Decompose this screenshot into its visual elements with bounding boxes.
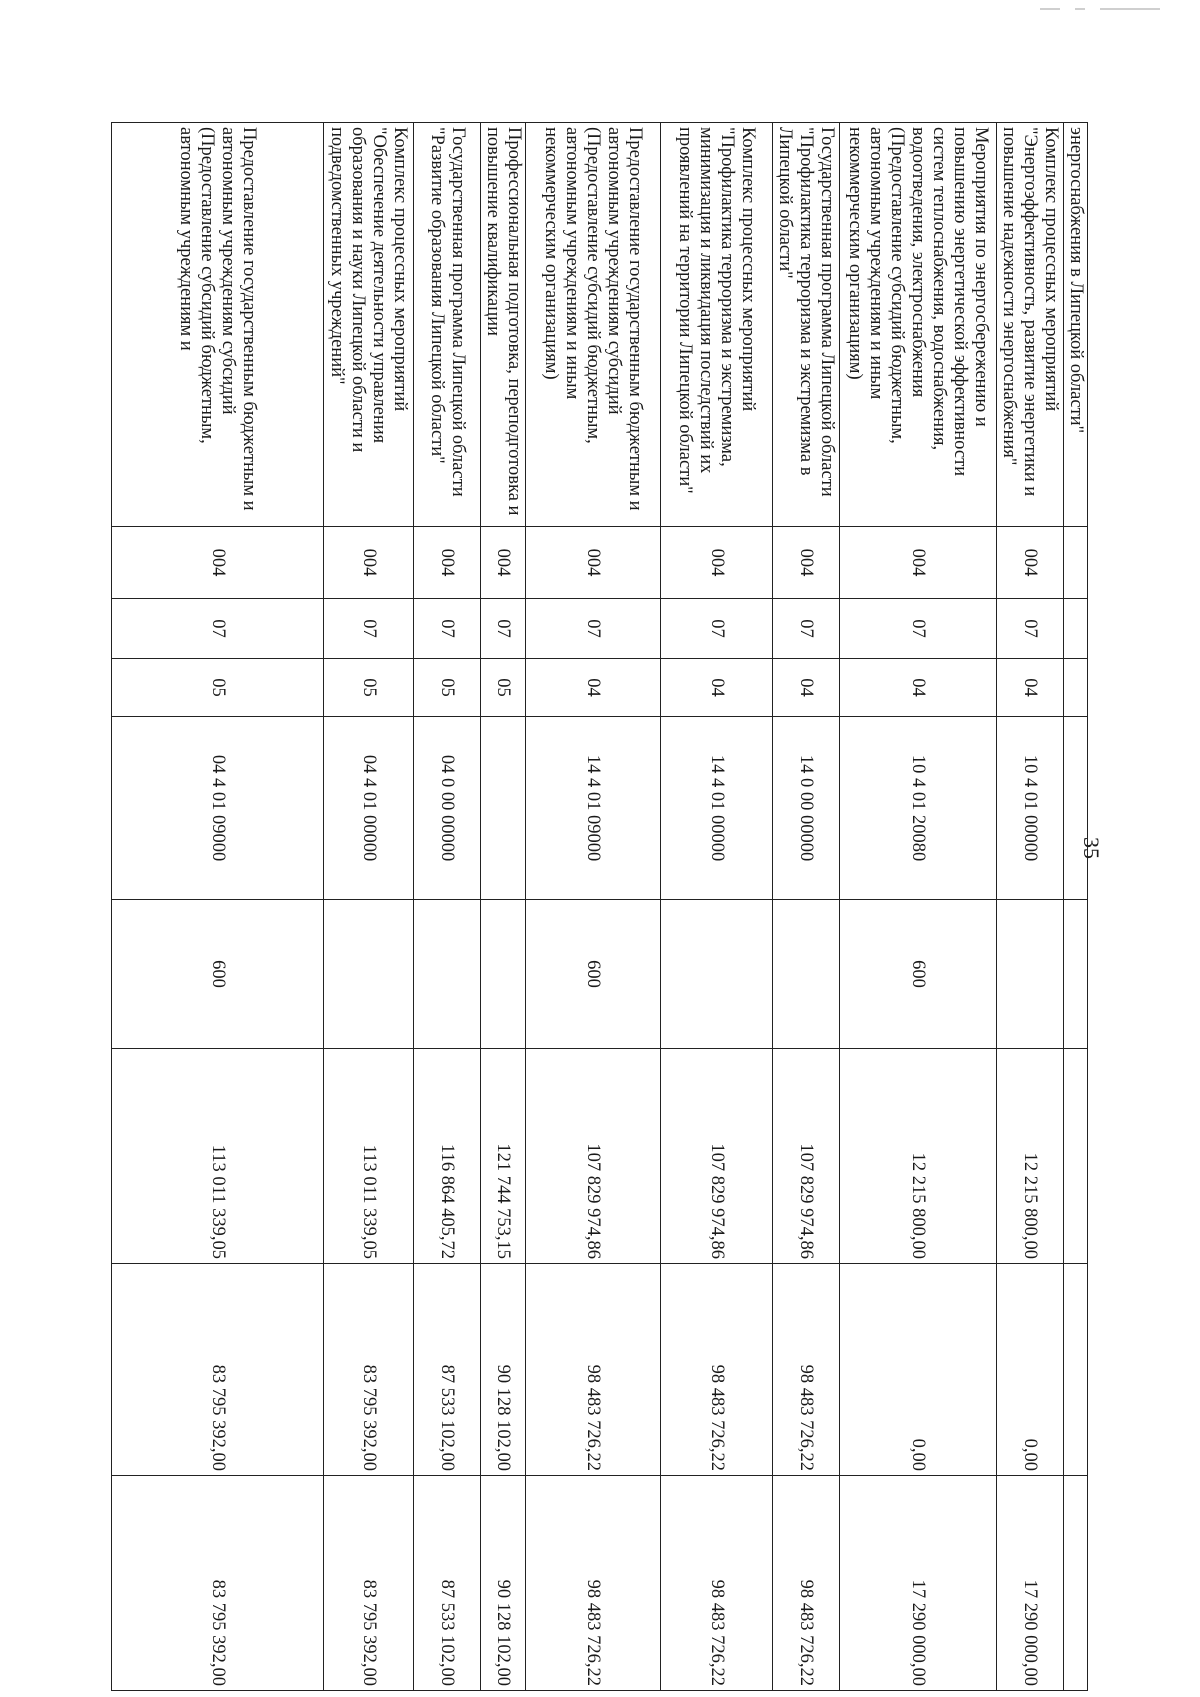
row-expense-type: 600 xyxy=(526,900,661,1049)
row-admin-code: 004 xyxy=(997,527,1064,599)
row-section-code xyxy=(1064,599,1088,659)
row-target-code: 04 4 01 00000 xyxy=(324,717,414,900)
row-section-code: 07 xyxy=(773,599,840,659)
row-target-code xyxy=(481,717,526,900)
row-target-code: 14 4 01 09000 xyxy=(526,717,661,900)
row-sum-2024: 0,00 xyxy=(997,1264,1064,1476)
row-name: Мероприятия по энергосбережению и повышению энергетической эффективности систем теплоснабжения, водоснабжения, водоотведения, электроснабжения (Предоставление субсидий бюджетным, автономным учреждениям и иным некоммерческим организациям) xyxy=(840,123,997,527)
row-section-code: 07 xyxy=(112,599,324,659)
row-sum-2025: 87 533 102,00 xyxy=(414,1476,481,1691)
row-sum-2023: 113 011 339,05 xyxy=(324,1049,414,1264)
row-subsection-code: 04 xyxy=(840,659,997,717)
row-sum-2025: 98 483 726,22 xyxy=(773,1476,840,1691)
row-name: Профессиональная подготовка, переподготовка и повышение квалификации xyxy=(481,123,526,527)
row-sum-2023: 107 829 974,86 xyxy=(661,1049,773,1264)
row-subsection-code: 04 xyxy=(661,659,773,717)
row-sum-2023: 107 829 974,86 xyxy=(773,1049,840,1264)
row-sum-2025: 83 795 392,00 xyxy=(324,1476,414,1691)
table-row xyxy=(324,123,414,1691)
row-section-code: 07 xyxy=(414,599,481,659)
table-row xyxy=(661,123,773,1691)
row-admin-code xyxy=(1064,527,1088,599)
row-target-code: 04 0 00 00000 xyxy=(414,717,481,900)
row-admin-code: 004 xyxy=(840,527,997,599)
row-target-code: 14 0 00 00000 xyxy=(773,717,840,900)
row-name: Предоставление государственным бюджетным и автономным учреждениям субсидий (Предоставление субсидий бюджетным, автономным учреждениям и xyxy=(112,123,324,527)
row-subsection-code: 04 xyxy=(526,659,661,717)
row-section-code: 07 xyxy=(997,599,1064,659)
row-expense-type: 600 xyxy=(840,900,997,1049)
row-sum-2023: 107 829 974,86 xyxy=(526,1049,661,1264)
row-name: Комплекс процессных мероприятий "Энергоэффективность, развитие энергетики и повышение надежности энергоснабжения" xyxy=(997,123,1064,527)
row-expense-type: 600 xyxy=(112,900,324,1049)
row-name: Государственная программа Липецкой области "Профилактика терроризма и экстремизма в Липецкой области" xyxy=(773,123,840,527)
row-admin-code: 004 xyxy=(773,527,840,599)
row-sum-2025: 17 290 000,00 xyxy=(840,1476,997,1691)
row-sum-2025: 98 483 726,22 xyxy=(661,1476,773,1691)
table-row xyxy=(481,123,526,1691)
table-row xyxy=(840,123,997,1691)
row-sum-2024: 83 795 392,00 xyxy=(112,1264,324,1476)
row-sum-2025: 98 483 726,22 xyxy=(526,1476,661,1691)
table-row xyxy=(1064,123,1088,1691)
row-admin-code: 004 xyxy=(414,527,481,599)
row-section-code: 07 xyxy=(324,599,414,659)
row-admin-code: 004 xyxy=(112,527,324,599)
row-expense-type xyxy=(997,900,1064,1049)
row-sum-2023: 12 215 800,00 xyxy=(840,1049,997,1264)
row-subsection-code: 05 xyxy=(324,659,414,717)
row-sum-2023 xyxy=(1064,1049,1088,1264)
row-section-code: 07 xyxy=(661,599,773,659)
table-row xyxy=(414,123,481,1691)
page-number: 35 xyxy=(1079,837,1104,859)
scan-mark xyxy=(1100,8,1160,10)
table-row xyxy=(526,123,661,1691)
scan-mark xyxy=(1040,8,1060,10)
row-admin-code: 004 xyxy=(324,527,414,599)
row-target-code xyxy=(1064,717,1088,900)
row-sum-2024: 90 128 102,00 xyxy=(481,1264,526,1476)
row-section-code: 07 xyxy=(481,599,526,659)
row-sum-2024: 98 483 726,22 xyxy=(773,1264,840,1476)
row-target-code: 14 4 01 00000 xyxy=(661,717,773,900)
row-sum-2024: 98 483 726,22 xyxy=(661,1264,773,1476)
row-expense-type xyxy=(324,900,414,1049)
row-section-code: 07 xyxy=(840,599,997,659)
row-sum-2025 xyxy=(1064,1476,1088,1691)
row-subsection-code: 05 xyxy=(414,659,481,717)
table-row xyxy=(997,123,1064,1691)
row-target-code: 04 4 01 09000 xyxy=(112,717,324,900)
row-sum-2025: 90 128 102,00 xyxy=(481,1476,526,1691)
row-name: Государственная программа Липецкой области "Развитие образования Липецкой области" xyxy=(414,123,481,527)
row-subsection-code: 04 xyxy=(997,659,1064,717)
row-section-code: 07 xyxy=(526,599,661,659)
row-name: Комплекс процессных мероприятий "Обеспечение деятельности управления образования и науки Липецкой области и подведомственных учреждений" xyxy=(324,123,414,527)
scan-mark xyxy=(1075,8,1085,10)
table-row xyxy=(773,123,840,1691)
row-subsection-code: 05 xyxy=(481,659,526,717)
row-sum-2024 xyxy=(1064,1264,1088,1476)
row-expense-type xyxy=(414,900,481,1049)
row-admin-code: 004 xyxy=(661,527,773,599)
row-admin-code: 004 xyxy=(481,527,526,599)
table-row xyxy=(112,123,324,1691)
row-sum-2023: 116 864 405,72 xyxy=(414,1049,481,1264)
row-subsection-code: 05 xyxy=(112,659,324,717)
row-expense-type xyxy=(773,900,840,1049)
row-subsection-code: 04 xyxy=(773,659,840,717)
row-target-code: 10 4 01 20080 xyxy=(840,717,997,900)
row-sum-2023: 12 215 800,00 xyxy=(997,1049,1064,1264)
row-name: Комплекс процессных мероприятий "Профилактика терроризма и экстремизма, минимизация и ликвидация последствий их проявлений на территории Липецкой области" xyxy=(661,123,773,527)
row-sum-2024: 98 483 726,22 xyxy=(526,1264,661,1476)
row-sum-2025: 83 795 392,00 xyxy=(112,1476,324,1691)
row-name: Предоставление государственным бюджетным и автономным учреждениям субсидий (Предоставление субсидий бюджетным, автономным учреждениям и иным некоммерческим организациям) xyxy=(526,123,661,527)
row-sum-2023: 113 011 339,05 xyxy=(112,1049,324,1264)
row-expense-type xyxy=(481,900,526,1049)
row-sum-2024: 83 795 392,00 xyxy=(324,1264,414,1476)
row-expense-type xyxy=(661,900,773,1049)
row-target-code: 10 4 01 00000 xyxy=(997,717,1064,900)
row-sum-2025: 17 290 000,00 xyxy=(997,1476,1064,1691)
row-expense-type xyxy=(1064,900,1088,1049)
table-body xyxy=(112,123,1088,1691)
budget-table xyxy=(111,122,1088,1691)
row-name: энергоснабжения в Липецкой области" xyxy=(1064,123,1088,527)
row-sum-2024: 0,00 xyxy=(840,1264,997,1476)
row-sum-2024: 87 533 102,00 xyxy=(414,1264,481,1476)
rotated-table-wrapper xyxy=(113,122,1088,1690)
row-subsection-code xyxy=(1064,659,1088,717)
row-sum-2023: 121 744 753,15 xyxy=(481,1049,526,1264)
row-admin-code: 004 xyxy=(526,527,661,599)
